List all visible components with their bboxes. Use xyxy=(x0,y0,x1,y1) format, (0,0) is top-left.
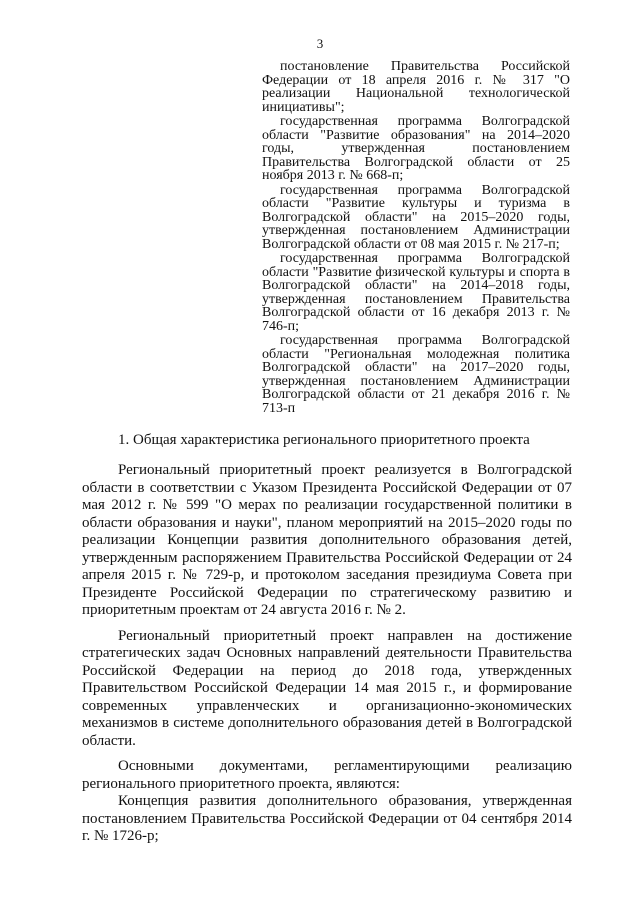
body-paragraph: Региональный приоритетный проект направлен на достижение стратегических задач Основных направлений деятельности Правительства Российской Федерации на период до 2018 года, утвержденных Правительством Российской Федерации 14 мая 2015 г., и формирование современных управленческих и организационно-экономических механизмов в системе дополнительного образования детей в Волгоградской области. xyxy=(82,627,572,749)
body-paragraph: Региональный приоритетный проект реализуется в Волгоградской области в соответствии с Указом Президента Российской Федерации от 07 мая 2012 г. № 599 "О мерах по реализации государственной политики в области образования и науки", планом мероприятий на 2015–2020 годы по реализации Концепции развития дополнительного образования детей, утвержденным распоряжением Правительства Российской Федерации от 24 апреля 2015 г. № 729-р, и протоколом заседания президиума Совета при Президенте Российской Федерации по стратегическому развитию и приоритетным проектам от 24 августа 2016 г. № 2. xyxy=(82,462,572,618)
reference-item: государственная программа Волгоградской области "Развитие образования" на 2014–2020 годы, утвержденная постановлением Правительства Волгоградской области от 25 ноября 2013 г. № 668-п; xyxy=(262,114,570,183)
reference-item: постановление Правительства Российской Федерации от 18 апреля 2016 г. № 317 "О реализации Национальной технологической инициативы"; xyxy=(262,59,570,115)
document-references-list xyxy=(262,60,570,416)
page-number: 3 xyxy=(316,36,324,51)
body-paragraph: Основными документами, регламентирующими реализацию регионального приоритетного проекта, являются: xyxy=(82,758,572,792)
body-paragraph: Концепция развития дополнительного образования, утвержденная постановлением Правительства Российской Федерации от 04 сентября 2014 г. № 1726-р; xyxy=(82,793,572,844)
reference-item: государственная программа Волгоградской области "Развитие физической культуры и спорта в Волгоградской области" на 2014–2018 годы, утвержденная постановлением Правительства Волгоградской области от 16 декабря 2013 г. № 746-п; xyxy=(262,251,570,334)
reference-item: государственная программа Волгоградской области "Региональная молодежная политика Волгоградской области" на 2017–2020 годы, утвержденная постановлением Администрации Волгоградской области от 21 декабря 2016 г. № 713-п xyxy=(262,333,570,416)
reference-item: государственная программа Волгоградской области "Развитие культуры и туризма в Волгоградской области" на 2015–2020 годы, утвержденная постановлением Администрации Волгоградской области от 08 мая 2015 г. № 217-п; xyxy=(262,182,570,252)
body-text xyxy=(82,462,572,854)
section-heading: 1. Общая характеристика регионального приоритетного проекта xyxy=(118,432,530,448)
